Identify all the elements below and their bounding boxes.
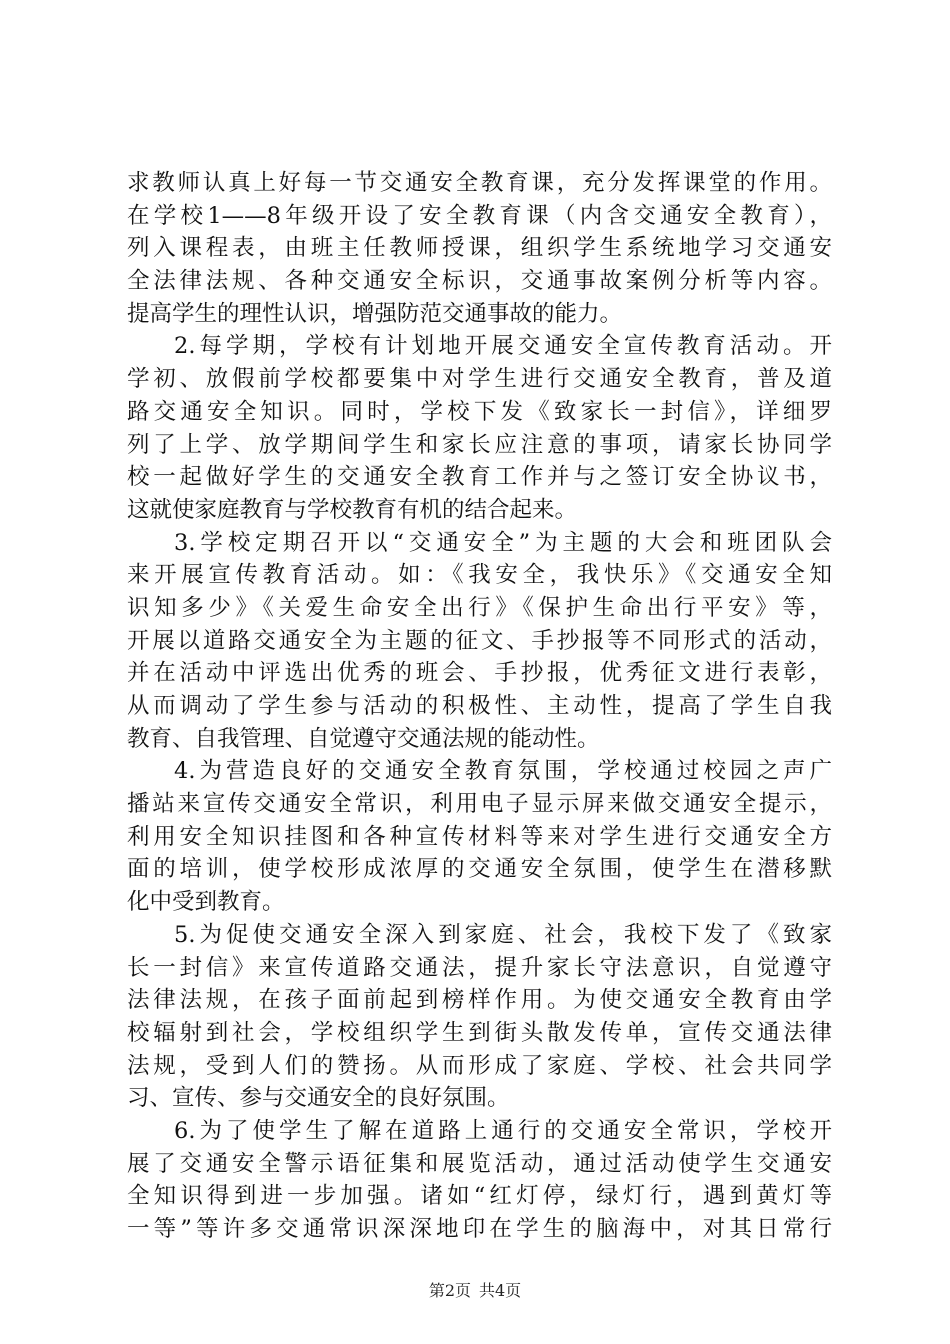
text-line: 列入课程表，由班主任教师授课，组织学生系统地学习交通安: [127, 235, 832, 262]
text-line: 播站来宣传交通安全常识，利用电子显示屏来做交通安全提示，: [127, 791, 832, 818]
text-line: 全知识得到进一步加强。诸如“红灯停，绿灯行，遇到黄灯等: [127, 1183, 832, 1210]
page-footer: [0, 1280, 950, 1302]
paragraph-start-line: 3.学校定期召开以“交通安全”为主题的大会和班团队会: [174, 529, 832, 556]
text-line: 学初、放假前学校都要集中对学生进行交通安全教育，普及道: [127, 366, 832, 393]
text-line: 法律法规，在孩子面前起到榜样作用。为使交通安全教育由学: [127, 987, 832, 1014]
text-line: 开展以道路交通安全为主题的征文、手抄报等不同形式的活动，: [127, 627, 832, 654]
text-line: 展了交通安全警示语征集和展览活动，通过活动使学生交通安: [127, 1150, 832, 1177]
page-number: 第2页: [428, 1281, 471, 1300]
text-line: 面的培训，使学校形成浓厚的交通安全氛围，使学生在潜移默: [127, 856, 832, 883]
text-line: 从而调动了学生参与活动的积极性、主动性，提高了学生自我: [127, 693, 832, 719]
paragraph-start-line: 4.为营造良好的交通安全教育氛围，学校通过校园之声广: [174, 758, 832, 785]
text-line: 校辐射到社会，学校组织学生到街头散发传单，宣传交通法律: [127, 1019, 832, 1046]
text-line: 识知多少》《关爱生命安全出行》《保护生命出行平安》等，: [127, 594, 832, 621]
text-line: 来开展宣传教育活动。如：《我安全，我快乐》《交通安全知: [127, 562, 832, 589]
text-line: 长一封信》来宣传道路交通法，提升家长守法意识，自觉遵守: [127, 954, 832, 981]
paragraph-start-line: 6.为了使学生了解在道路上通行的交通安全常识，学校开: [174, 1117, 832, 1144]
text-line: 校一起做好学生的交通安全教育工作并与之签订安全协议书，: [127, 464, 832, 491]
text-line: 路交通安全知识。同时，学校下发《致家长一封信》，详细罗: [127, 398, 832, 425]
text-line: 在学校1——8年级开设了安全教育课（内含交通安全教育），: [127, 202, 832, 229]
paragraph-start-line: 5.为促使交通安全深入到家庭、社会，我校下发了《致家: [174, 921, 832, 948]
body-text: [127, 167, 832, 1246]
text-line: 习、宣传、参与交通安全的良好氛围。: [127, 1085, 510, 1112]
paragraph-start-line: 2.每学期，学校有计划地开展交通安全宣传教育活动。开: [174, 333, 832, 360]
text-line: 求教师认真上好每一节交通安全教育课，充分发挥课堂的作用。: [127, 170, 832, 196]
text-line: 教育、自我管理、自觉遵守交通法规的能动性。: [127, 725, 600, 752]
text-line: 这就使家庭教育与学校教育有机的结合起来。: [127, 496, 578, 523]
text-line: 一等”等许多交通常识深深地印在学生的脑海中，对其日常行: [127, 1216, 832, 1242]
text-line: 化中受到教育。: [127, 889, 285, 916]
text-line: 提高学生的理性认识，增强防范交通事故的能力。: [127, 300, 623, 327]
text-line: 全法律法规、各种交通安全标识，交通事故案例分析等内容。: [127, 268, 832, 295]
page-total: 共4页: [479, 1281, 522, 1300]
text-line: 利用安全知识挂图和各种宣传材料等来对学生进行交通安全方: [127, 823, 832, 850]
text-line: 并在活动中评选出优秀的班会、手抄报，优秀征文进行表彰，: [127, 660, 832, 687]
text-line: 列了上学、放学期间学生和家长应注意的事项，请家长协同学: [127, 431, 832, 458]
text-line: 法规，受到人们的赞扬。从而形成了家庭、学校、社会共同学: [127, 1052, 832, 1079]
